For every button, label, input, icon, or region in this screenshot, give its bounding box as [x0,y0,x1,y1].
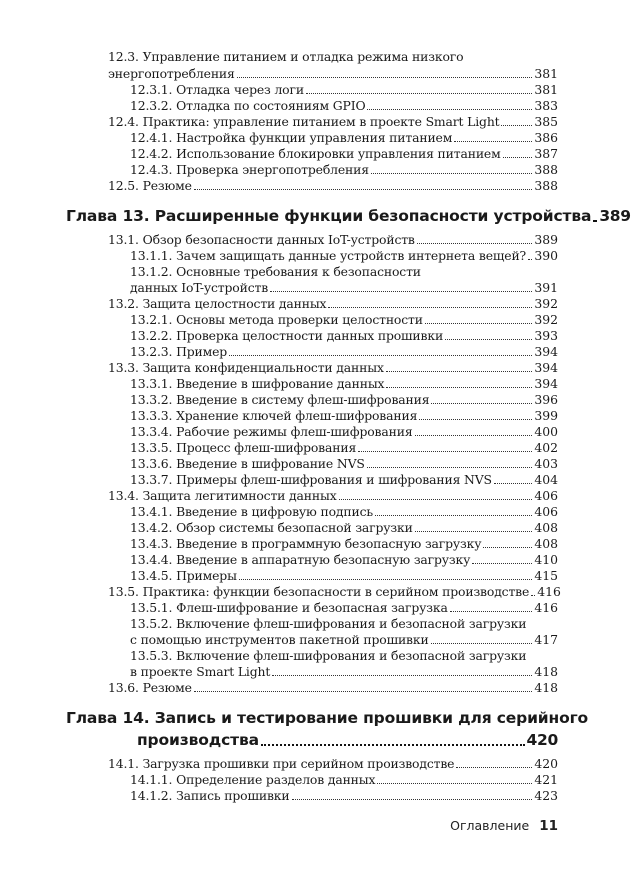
toc-entry-title: 13.1.2. Основные требования к безопасности [130,264,421,279]
dot-leader [367,109,532,110]
toc-entry-13-4-4 [130,552,558,567]
toc-page-number: 392 [534,296,558,311]
toc-entry-13-3-6 [130,456,558,471]
toc-entry-title: 14.1.1. Определение разделов данных [130,772,376,787]
toc-entry-title: 14.1.2. Запись прошивки [130,788,290,803]
dot-leader [377,783,532,784]
toc-entry-13-3-5 [130,440,558,455]
chapter-title: производства [137,731,259,749]
toc-entry-title: 13.5. Практика: функции безопасности в серийном производстве [108,584,530,599]
dot-leader [528,259,532,260]
dot-leader [239,579,533,580]
toc-page-number: 420 [526,731,558,749]
toc-page-number: 421 [534,772,558,787]
toc-page-number: 394 [534,344,558,359]
toc-entry-title: 13.2.1. Основы метода проверки целостности [130,312,423,327]
toc-entry-title: 12.3. Управление питанием и отладка режима низкого [108,49,464,64]
dot-leader [229,355,532,356]
dot-leader [425,323,532,324]
dot-leader [450,611,533,612]
dot-leader [339,499,533,500]
toc-entry-title: 13.3.4. Рабочие режимы флеш-шифрования [130,424,413,439]
toc-entry-title: с помощью инструментов пакетной прошивки [130,632,429,647]
dot-leader [358,451,532,452]
toc-page-number: 400 [534,424,558,439]
toc-entry-title: 13.5.1. Флеш-шифрование и безопасная загрузка [130,600,448,615]
toc-page-number: 402 [534,440,558,455]
dot-leader [415,531,533,532]
toc-entry-12-4 [108,114,558,129]
toc-entry-title: 12.4. Практика: управление питанием в проекте Smart Light [108,114,500,129]
toc-page-number: 393 [534,328,558,343]
toc-entry-14-1-2 [130,788,558,803]
toc-entry-12-3-1 [130,82,558,97]
toc-entry-13-1-1 [130,248,558,263]
dot-leader [531,595,535,596]
toc-entry-title: 12.3.1. Отладка через логи [130,82,304,97]
toc-entry-title: 13.4.2. Обзор системы безопасной загрузки [130,520,413,535]
toc-page-number: 408 [534,520,558,535]
toc-entry-12-3-2 [130,98,558,113]
toc-entry-title: 12.4.1. Настройка функции управления питанием [130,130,453,145]
toc-page-number: 415 [534,568,558,583]
dot-leader [306,93,532,94]
toc-entry-13-4-5 [130,568,558,583]
toc-page-number: 406 [534,488,558,503]
toc-entry-14-1 [108,756,558,771]
dot-leader [194,691,532,692]
toc-entry-title: 13.3. Защита конфиденциальности данных [108,360,384,375]
toc-page-number: 408 [534,536,558,551]
toc-page-number: 416 [534,600,558,615]
toc-entry-13-3-3 [130,408,558,423]
toc-page-number: 418 [534,680,558,695]
toc-page-number: 389 [534,232,558,247]
page-footer [450,818,558,834]
toc-page-number: 399 [534,408,558,423]
toc-entry-title: 13.4.1. Введение в цифровую подпись [130,504,373,519]
dot-leader [419,419,532,420]
toc-entry-title: 13.4.4. Введение в аппаратную безопасную загрузку [130,552,471,567]
toc-page-number: 410 [534,552,558,567]
toc-page-number: 392 [534,312,558,327]
toc-entry-13-5 [108,584,561,599]
dot-leader [415,435,533,436]
toc-page-number: 391 [534,280,558,295]
chapter-title: Глава 13. Расширенные функции безопасности устройства [66,207,592,225]
toc-entry-title: 12.3.2. Отладка по состояниям GPIO [130,98,366,113]
toc-entry-title: 13.2.3. Пример [130,344,228,359]
toc-entry-title: 13.1.1. Зачем защищать данные устройств интернета вещей? [130,248,527,263]
chapter-title: Глава 14. Запись и тестирование прошивки для серийного [66,709,589,727]
toc-page-number: 396 [534,392,558,407]
toc-entry-title: 13.1. Обзор безопасности данных IoT-устройств [108,232,415,247]
toc-entry-13-5-1 [130,600,558,615]
toc-entry-title: 13.3.6. Введение в шифрование NVS [130,456,365,471]
toc-page-number: 385 [534,114,558,129]
dot-leader [503,157,533,158]
dot-leader [292,799,533,800]
dot-leader [194,189,532,190]
dot-leader [367,467,533,468]
dot-leader [454,141,532,142]
toc-page-number: 389 [599,207,631,225]
toc-entry-13-3 [108,360,558,375]
toc-page-number: 394 [534,376,558,391]
toc-page-number: 386 [534,130,558,145]
toc-page-number: 381 [534,66,558,81]
dot-leader [431,403,532,404]
dot-leader [270,291,532,292]
toc-entry-title: 13.4. Защита легитимности данных [108,488,337,503]
dot-leader [494,483,532,484]
toc-entry-title: энергопотребления [108,66,235,81]
toc-chapter-14 [66,708,589,728]
toc-entry-title: 12.4.2. Использование блокировки управления питанием [130,146,501,161]
toc-page-number: 416 [537,584,561,599]
dot-leader [417,243,533,244]
toc-page-number: 383 [534,98,558,113]
dot-leader [445,339,532,340]
toc-entry-13-5-2 [130,616,558,631]
toc-entry-13-2-1 [130,312,558,327]
toc-page-number: 390 [534,248,558,263]
dot-leader [272,675,532,676]
toc-entry-13-3-1 [130,376,558,391]
toc-entry-title: 13.5.2. Включение флеш-шифрования и безопасной загрузки [130,616,527,631]
dot-leader [237,77,533,78]
toc-page-number: 403 [534,456,558,471]
toc-page-number: 423 [534,788,558,803]
toc-entry-title: 13.5.3. Включение флеш-шифрования и безопасной загрузки [130,648,527,663]
toc-entry-title: 13.6. Резюме [108,680,192,695]
toc-chapter-13 [66,206,631,226]
dot-leader [483,547,532,548]
dot-leader [472,563,532,564]
toc-page-number: 417 [534,632,558,647]
dot-leader [501,125,532,126]
toc-entry-12-4-1 [130,130,558,145]
toc-page-number: 394 [534,360,558,375]
toc-entry-13-5-2-cont [130,632,558,647]
toc-chapter-14-cont [137,730,558,750]
toc-entry-13-1 [108,232,558,247]
toc-entry-13-4-2 [130,520,558,535]
toc-page-number: 404 [534,472,558,487]
toc-entry-13-2-2 [130,328,558,343]
dot-leader [371,173,532,174]
toc-page-number: 381 [534,82,558,97]
toc-entry-title: 13.2.2. Проверка целостности данных прошивки [130,328,444,343]
toc-entry-13-3-2 [130,392,558,407]
toc-entry-13-5-3-cont [130,664,558,679]
toc-entry-title: 13.4.5. Примеры [130,568,237,583]
toc-page-number: 418 [534,664,558,679]
toc-page-number: 388 [534,178,558,193]
toc-entry-title: 14.1. Загрузка прошивки при серийном производстве [108,756,455,771]
toc-entry-title: 12.4.3. Проверка энергопотребления [130,162,369,177]
toc-entry-13-3-4 [130,424,558,439]
toc-entry-13-3-7 [130,472,558,487]
dot-leader [261,744,525,746]
toc-entry-13-4 [108,488,558,503]
toc-entry-title: в проекте Smart Light [130,664,271,679]
toc-entry-12-4-2 [130,146,558,161]
toc-entry-13-1-2-cont [130,280,558,295]
toc-entry-13-5-3 [130,648,558,663]
toc-entry-12-3-cont [108,66,558,81]
toc-entry-title: 13.3.1. Введение в шифрование данных [130,376,385,391]
toc-entry-title: 13.4.3. Введение в программную безопасную загрузку [130,536,482,551]
toc-entry-title: 13.3.7. Примеры флеш-шифрования и шифрования NVS [130,472,492,487]
toc-entry-title: 13.2. Защита целостности данных [108,296,327,311]
toc-page-number: 406 [534,504,558,519]
toc-entry-13-4-3 [130,536,558,551]
toc-entry-12-4-3 [130,162,558,177]
toc-page-number: 420 [534,756,558,771]
toc-entry-14-1-1 [130,772,558,787]
toc-entry-title: 13.3.5. Процесс флеш-шифрования [130,440,357,455]
dot-leader [328,307,532,308]
toc-entry-13-2-3 [130,344,558,359]
toc-page-number: 388 [534,162,558,177]
toc-entry-title: данных IoT-устройств [130,280,269,295]
toc-entry-title: 13.3.3. Хранение ключей флеш-шифрования [130,408,418,423]
dot-leader [593,220,597,222]
dot-leader [386,387,532,388]
footer-label: Оглавление [450,818,530,833]
dot-leader [456,767,532,768]
toc-entry-title: 12.5. Резюме [108,178,192,193]
toc-entry-12-5 [108,178,558,193]
toc-entry-12-3 [108,49,558,64]
dot-leader [375,515,532,516]
toc-page-number: 387 [534,146,558,161]
toc-entry-13-4-1 [130,504,558,519]
page-number: 11 [539,818,558,834]
toc-entry-13-2 [108,296,558,311]
toc-entry-13-1-2 [130,264,558,279]
dot-leader [386,371,533,372]
toc-entry-13-6 [108,680,558,695]
dot-leader [431,643,533,644]
toc-entry-title: 13.3.2. Введение в систему флеш-шифрования [130,392,430,407]
